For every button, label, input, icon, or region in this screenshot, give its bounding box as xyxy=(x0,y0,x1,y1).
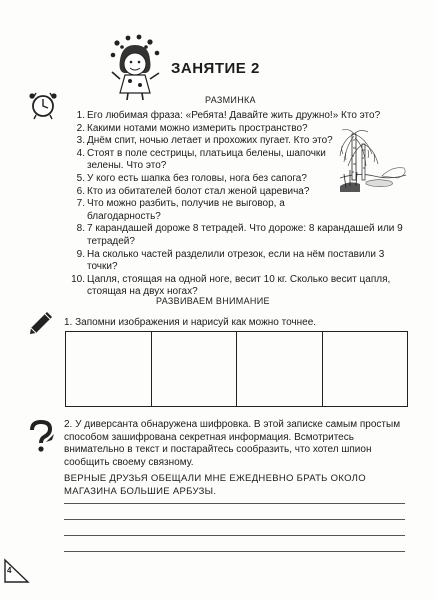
question-mark-icon xyxy=(26,420,56,452)
question-item: 7. Что можно разбить, получив не выговор, а благодарность? xyxy=(76,198,285,222)
warmup-heading: РАЗМИНКА xyxy=(205,95,256,105)
task-2-text: 2. У диверсанта обнаружена шифровка. В этой записке самым простым способом зашифрована секретная информация. Всмотритесь внимательно в текст и постарайтесь сообразить, что хотел шпион сообщить своему связному. xyxy=(64,419,401,468)
question-text: Стоят в поле сестрицы, платьица белены, шапочки зелены. Что это? xyxy=(87,147,326,172)
attention-heading: РАЗВИВАЕМ ВНИМАНИЕ xyxy=(156,296,270,306)
question-item: 5. У кого есть шапка без головы, нога без сапога? xyxy=(76,172,307,184)
girl-mascot-icon xyxy=(108,33,164,101)
question-text: Кто из обитателей болот стал женой царевича? xyxy=(87,185,310,197)
question-text: На сколько частей разделили отрезок, если на нём поставили 3 точки? xyxy=(87,248,385,273)
question-item: 4. Стоят в поле сестрицы, платьица белены, шапочки зелены. Что это? xyxy=(76,147,326,172)
question-text: Что можно разбить, получив не выговор, а благодарность? xyxy=(87,198,285,222)
answer-line[interactable] xyxy=(64,519,405,520)
question-text: Его любимая фраза: «Ребята! Давайте жить дружно!» Кто это? xyxy=(87,110,381,121)
answer-line[interactable] xyxy=(64,535,405,536)
question-text: Какими нотами можно измерить пространство? xyxy=(87,122,308,134)
cipher-text: ВЕРНЫЕ ДРУЗЬЯ ОБЕЩАЛИ МНЕ ЕЖЕДНЕВНО БРАТЬ ОКОЛО МАГАЗИНА БОЛЬШИЕ АРБУЗЫ. xyxy=(64,473,366,497)
pencil-icon xyxy=(28,310,54,336)
question-text: Цапля, стоящая на одной ноге, весит 10 кг. Сколько весит цапля, стоящая на двух ногах? xyxy=(87,273,391,298)
lesson-title: ЗАНЯТИЕ 2 xyxy=(171,60,260,77)
drawing-cell[interactable] xyxy=(152,332,238,406)
page-number: 4 xyxy=(7,566,12,575)
question-item: 1. Его любимая фраза: «Ребята! Давайте жить дружно!» Кто это? xyxy=(76,110,381,121)
question-item: 3. Днём спит, ночью летает и прохожих пугает. Кто это? xyxy=(76,135,333,147)
question-item: 6. Кто из обитателей болот стал женой царевича? xyxy=(76,185,310,197)
question-text: Днём спит, ночью летает и прохожих пугает. Кто это? xyxy=(87,135,333,147)
task-1-text: 1. Запомни изображения и нарисуй как можно точнее. xyxy=(64,317,317,328)
question-item: 8. 7 карандашей дороже 8 тетрадей. Что дороже: 8 карандашей или 9 тетрадей? xyxy=(76,223,403,247)
question-item: 2. Какими нотами можно измерить пространство? xyxy=(76,122,308,134)
question-text: У кого есть шапка без головы, нога без сапога? xyxy=(87,172,307,184)
question-item: 10. Цапля, стоящая на одной ноге, весит 10 кг. Сколько весит цапля, стоящая на двух ногах? xyxy=(71,273,391,298)
drawing-cell[interactable] xyxy=(66,332,152,406)
drawing-grid[interactable] xyxy=(65,331,408,407)
birch-trees-illustration xyxy=(338,126,408,194)
answer-line[interactable] xyxy=(64,503,405,504)
drawing-cell[interactable] xyxy=(237,332,323,406)
drawing-cell[interactable] xyxy=(323,332,408,406)
question-item: 9. На сколько частей разделили отрезок, если на нём поставили 3 точки? xyxy=(76,248,385,273)
answer-line[interactable] xyxy=(64,551,405,552)
question-text: 7 карандашей дороже 8 тетрадей. Что дороже: 8 карандашей или 9 тетрадей? xyxy=(87,223,403,247)
alarm-clock-icon xyxy=(29,90,57,120)
